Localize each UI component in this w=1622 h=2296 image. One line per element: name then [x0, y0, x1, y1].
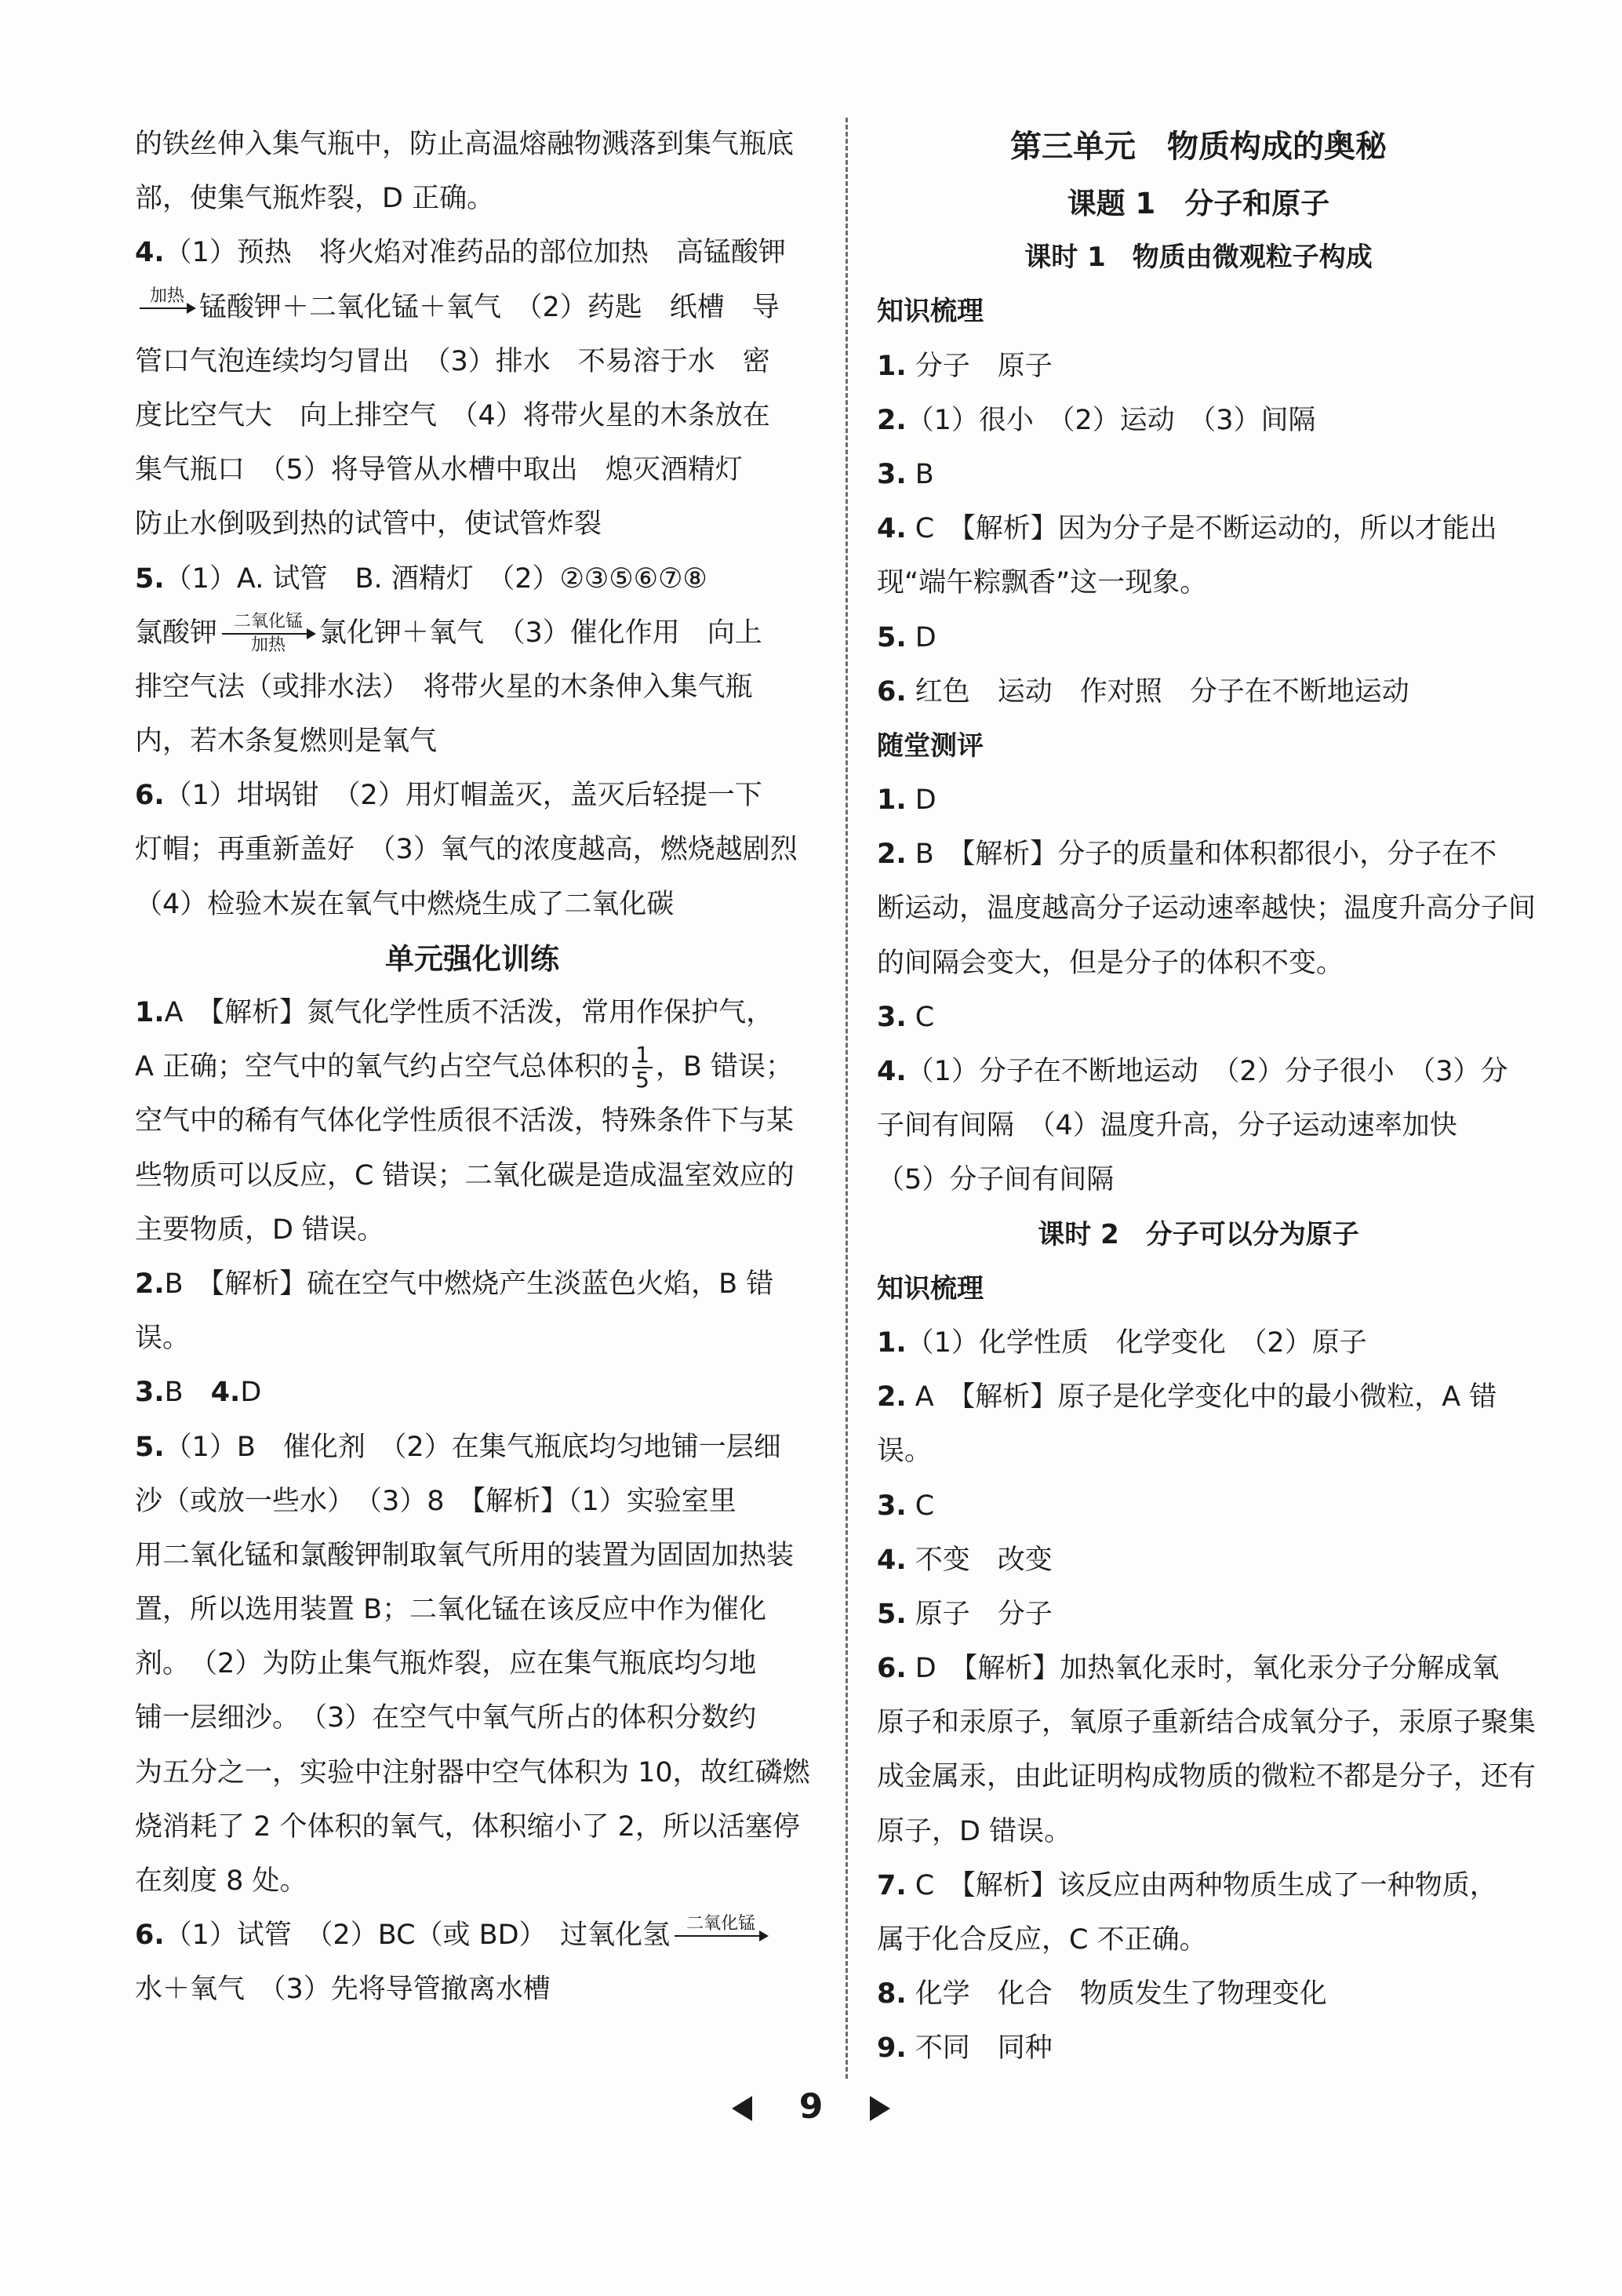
text-line: 属于化合反应，C 不正确。 [877, 1924, 1207, 1956]
answer-text: C [915, 1001, 935, 1033]
question-number: 4. [877, 1056, 907, 1087]
arrow-condition: 二氧化锰 [234, 611, 304, 631]
question-number: 4. [135, 237, 165, 269]
answer-4 [877, 1045, 1520, 1099]
question-number: 2. [877, 839, 907, 871]
text-line: 内，若木条复燃则是氧气 [135, 726, 438, 758]
text-line: 灯帽；再重新盖好 （3）氧气的浓度越高，燃烧越剧烈 [135, 834, 798, 866]
page-navigation [0, 2087, 1622, 2127]
question-number: 2. [877, 1381, 907, 1414]
answer-1 [135, 986, 809, 1040]
right-column [877, 118, 1537, 2076]
text-line: 断运动，温度越高分子运动速率越快；温度升高分子间 [877, 893, 1537, 925]
question-number: 4. [877, 513, 907, 545]
text-line: 度比空气大 向上排空气 （4）将带火星的木条放在 [135, 399, 770, 431]
reaction-arrow [675, 1916, 767, 1956]
question-number: 4. [210, 1377, 241, 1409]
answer-text: B 【解析】硫在空气中燃烧产生淡蓝色火焰，B 错 [164, 1268, 774, 1300]
numerator: 1 [632, 1043, 653, 1068]
lesson-title: 课时 1 物质由微观粒子构成 [1024, 242, 1373, 274]
answer-text: 红色 运动 作对照 分子在不断地运动 [915, 675, 1409, 708]
text-line: 现“端午粽飘香”这一现象。 [877, 567, 1208, 599]
reaction-arrow [222, 613, 315, 654]
question-number: 2. [135, 1268, 165, 1300]
lesson-title: 课时 2 分子可以分为原子 [1038, 1218, 1359, 1250]
answer-text: 分子 原子 [915, 350, 1053, 382]
next-page-icon[interactable] [870, 2096, 890, 2121]
question-number: 1. [877, 350, 907, 382]
unit-title: 第三单元 物质构成的奥秘 [1010, 129, 1387, 165]
question-number: 7. [877, 1869, 907, 1901]
answer-text: D [915, 621, 936, 653]
answer-6 [135, 1908, 809, 1963]
column-divider [846, 118, 848, 2079]
text-line: 部，使集气瓶炸裂，D 正确。 [135, 183, 495, 215]
text-line [135, 281, 809, 335]
text-line: 烧消耗了 2 个体积的氧气，体积缩小了 2，所以活塞停 [135, 1810, 800, 1843]
answer-3 [877, 991, 1520, 1045]
question-number: 6. [135, 780, 165, 812]
text-line: 为五分之一，实验中注射器中空气体积为 10，故红磷燃 [135, 1756, 810, 1788]
text-line: 误。 [877, 1435, 933, 1468]
answer-text: A 【解析】氮气化学性质不活泼，常用作保护气， [164, 997, 774, 1028]
fraction [632, 1043, 653, 1092]
answer-text: D 【解析】加热氧化汞时，氧化汞分子分解成氧 [915, 1653, 1500, 1685]
answer-text: 氯化钾＋氧气 （3）催化作用 向上 [319, 617, 762, 649]
text-line: 子间有间隔 （4）温度升高，分子运动速率加快 [877, 1110, 1457, 1142]
text-line: 用二氧化锰和氯酸钾制取氧气所用的装置为固固加热装 [135, 1539, 795, 1571]
answer-text: （1）化学性质 化学变化 （2）原子 [906, 1326, 1367, 1359]
text-line: 些物质可以反应，C 错误；二氧化碳是造成温室效应的 [135, 1159, 795, 1192]
text-line: 防止水倒吸到热的试管中，使试管炸裂 [135, 508, 602, 540]
answer-text: 原子 分子 [915, 1598, 1053, 1630]
question-number: 6. [877, 1653, 907, 1685]
question-number: 2. [877, 404, 907, 436]
question-number: 9. [877, 2032, 907, 2065]
answer-3-4 [135, 1366, 809, 1420]
question-number: 1. [877, 784, 907, 817]
text-line: 原子，D 错误。 [877, 1815, 1072, 1847]
text-line: （4）检验木炭在氧气中燃烧生成了二氧化碳 [135, 888, 675, 920]
answer-3 [877, 1479, 1520, 1534]
answer-5 [877, 1588, 1520, 1642]
question-number: 3. [877, 1001, 907, 1033]
answer-5 [135, 1421, 809, 1475]
answer-text: A 【解析】原子是化学变化中的最小微粒，A 错 [915, 1381, 1497, 1414]
answer-2 [135, 1257, 809, 1312]
left-column [135, 118, 809, 2018]
question-number: 5. [877, 621, 907, 653]
answer-4 [877, 502, 1520, 556]
answer-text: A 正确；空气中的氧气约占空气总体积的 [135, 1051, 630, 1083]
text-line [135, 1040, 809, 1094]
answer-text: （1）A. 试管 B. 酒精灯 （2）②③⑤⑥⑦⑧ [164, 562, 707, 595]
question-number: 1. [877, 1326, 907, 1359]
answer-text: （1）很小 （2）运动 （3）间隔 [906, 404, 1316, 436]
text-line: 管口气泡连续均匀冒出 （3）排水 不易溶于水 密 [135, 345, 770, 377]
answer-5 [135, 552, 809, 606]
question-number: 5. [877, 1598, 907, 1630]
question-number: 6. [877, 675, 907, 708]
answer-text: B [164, 1377, 184, 1409]
question-number: 3. [135, 1377, 165, 1409]
text-line: 排空气法（或排水法） 将带火星的木条伸入集气瓶 [135, 671, 753, 703]
text-line [135, 606, 809, 660]
arrow-condition: 加热 [251, 635, 286, 655]
answer-text: C 【解析】因为分子是不断运动的，所以才能出 [915, 513, 1497, 545]
answer-text: B [915, 458, 934, 490]
answer-text: （1）分子在不断地运动 （2）分子很小 （3）分 [906, 1056, 1508, 1087]
answer-3 [877, 448, 1520, 502]
answer-text: （1）试管 （2）BC（或 BD） 过氧化氢 [164, 1919, 671, 1952]
reaction-arrow [140, 288, 195, 329]
section-label: 知识梳理 [877, 296, 984, 328]
denominator: 5 [635, 1067, 649, 1093]
topic-title: 课题 1 分子和原子 [1067, 187, 1330, 220]
answer-text: C [915, 1490, 935, 1522]
text-line: 原子和汞原子，氧原子重新结合成氧分子，汞原子聚集 [877, 1707, 1537, 1739]
text-line: 水＋氧气 （3）先将导管撤离水槽 [135, 1974, 551, 2006]
text-line: 在刻度 8 处。 [135, 1865, 307, 1897]
question-number: 1. [135, 997, 165, 1028]
text-line: 的间隔会变大，但是分子的体积不变。 [877, 947, 1344, 979]
answer-text: B 【解析】分子的质量和体积都很小，分子在不 [915, 839, 1497, 871]
answer-text: ，B 错误； [655, 1051, 794, 1083]
page-number: 9 [798, 2087, 824, 2127]
question-number: 8. [877, 1978, 907, 2010]
text-line: 集气瓶口 （5）将导管从水槽中取出 熄灭酒精灯 [135, 454, 743, 486]
answer-text: 化学 化合 物质发生了物理变化 [915, 1978, 1327, 2010]
answer-text: D [240, 1377, 262, 1409]
section-heading: 单元强化训练 [385, 941, 559, 976]
text-line: （5）分子间有间隔 [877, 1164, 1115, 1196]
answer-2 [877, 394, 1520, 448]
answer-text: 锰酸钾＋二氧化锰＋氧气 （2）药匙 纸槽 导 [199, 291, 780, 323]
answer-1 [877, 773, 1520, 828]
answer-7 [877, 1859, 1520, 1913]
answer-6 [135, 769, 809, 823]
text-line: 沙（或放一些水） （3）8 【解析】（1）实验室里 [135, 1485, 736, 1517]
question-number: 6. [135, 1919, 165, 1952]
answer-1 [877, 1316, 1520, 1370]
text-line: 置，所以选用装置 B；二氧化锰在该反应中作为催化 [135, 1594, 767, 1626]
text-line: 误。 [135, 1323, 191, 1355]
question-number: 3. [877, 458, 907, 490]
answer-6 [877, 1642, 1520, 1696]
question-number: 3. [877, 1490, 907, 1522]
answer-2 [877, 1370, 1520, 1425]
section-label: 随堂测评 [877, 730, 984, 762]
answer-text: （1）坩埚钳 （2）用灯帽盖灭，盖灭后轻提一下 [164, 780, 762, 812]
question-number: 5. [135, 1431, 165, 1463]
answer-text: D [915, 784, 936, 817]
answer-6 [877, 665, 1520, 719]
text-line: 主要物质，D 错误。 [135, 1213, 385, 1246]
text-line: 空气中的稀有气体化学性质很不活泼，特殊条件下与某 [135, 1105, 795, 1137]
question-number: 5. [135, 562, 165, 595]
text-line: 成金属汞，由此证明构成物质的微粒不都是分子，还有 [877, 1761, 1537, 1793]
answer-4 [877, 1534, 1520, 1588]
answer-2 [877, 828, 1520, 882]
answer-text: （1）预热 将火焰对准药品的部位加热 高锰酸钾 [164, 237, 786, 269]
answer-text: C 【解析】该反应由两种物质生成了一种物质， [915, 1869, 1497, 1901]
text-line: 铺一层细沙。 （3）在空气中氧气所占的体积分数约 [135, 1702, 757, 1734]
question-number: 4. [877, 1544, 907, 1576]
answer-8 [877, 1967, 1520, 2021]
text-line: 剂。 （2）为防止集气瓶炸裂，应在集气瓶底均匀地 [135, 1648, 757, 1680]
section-label: 知识梳理 [877, 1272, 984, 1304]
text-line: 的铁丝伸入集气瓶中，防止高温熔融物溅落到集气瓶底 [135, 129, 795, 160]
answer-text: （1）B 催化剂 （2）在集气瓶底均匀地铺一层细 [164, 1431, 781, 1463]
arrow-condition: 加热 [149, 286, 184, 306]
answer-9 [877, 2021, 1520, 2076]
answer-4 [135, 226, 809, 280]
arrow-condition: 二氧化锰 [686, 1914, 756, 1934]
answer-1 [877, 340, 1520, 394]
previous-page-icon[interactable] [732, 2096, 752, 2121]
answer-text: 氯酸钾 [135, 617, 218, 649]
answer-text: 不变 改变 [915, 1544, 1053, 1576]
answer-5 [877, 611, 1520, 665]
answer-text: 不同 同种 [915, 2032, 1053, 2065]
